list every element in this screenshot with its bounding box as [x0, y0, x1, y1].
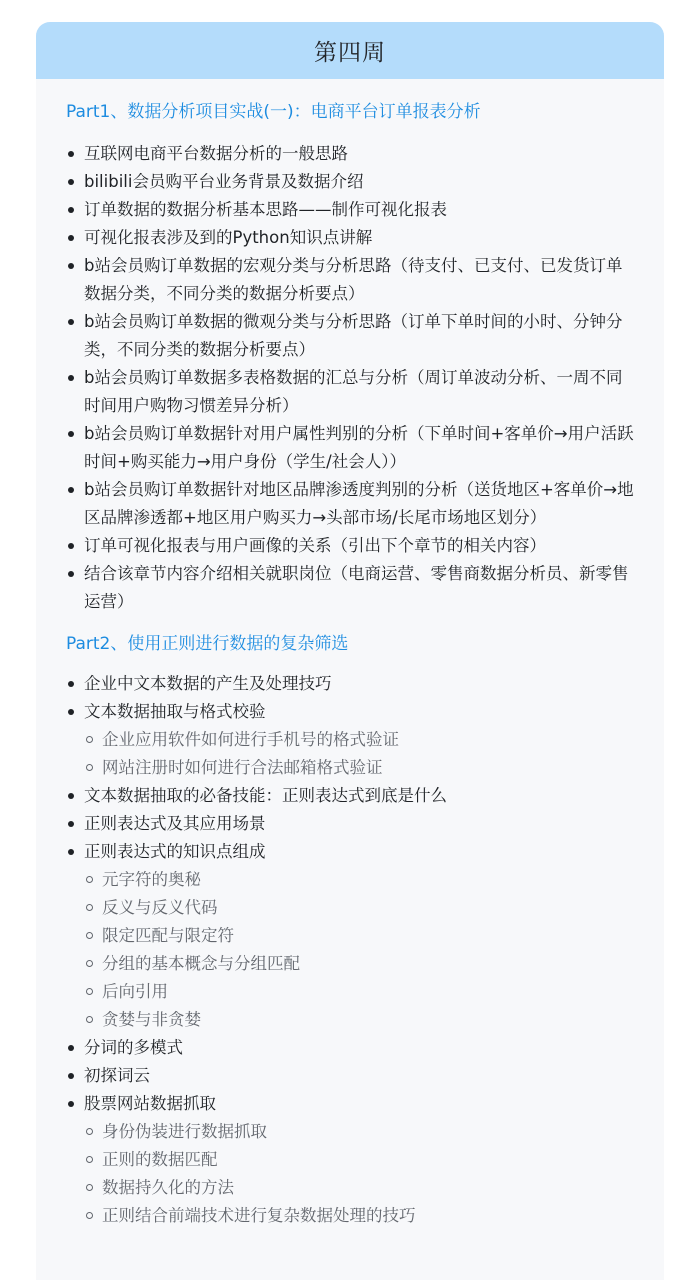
list-item-text: 企业中文本数据的产生及处理技巧	[84, 674, 332, 693]
list-item-text: 初探词云	[84, 1066, 150, 1085]
list-item: b站会员购订单数据针对地区品牌渗透度判别的分析（送货地区+客单价→地区品牌渗透都+地区用户购买力→头部市场/长尾市场地区划分）	[66, 476, 634, 532]
list-item: 互联网电商平台数据分析的一般思路	[66, 140, 634, 168]
list-item-text: 正则表达式的知识点组成	[84, 842, 266, 861]
course-week-card	[36, 22, 664, 1280]
sub-list-item: 网站注册时如何进行合法邮箱格式验证	[66, 754, 634, 782]
list-item	[66, 1034, 634, 1062]
list-item-text: 分词的多模式	[84, 1038, 183, 1057]
sub-list-item: 后向引用	[66, 978, 634, 1006]
list-item-text: 文本数据抽取的必备技能：正则表达式到底是什么	[84, 786, 447, 805]
list-item	[66, 698, 634, 726]
list-item	[66, 810, 634, 838]
list-item	[66, 838, 634, 866]
list-item: 订单数据的数据分析基本思路——制作可视化报表	[66, 196, 634, 224]
card-content	[36, 79, 664, 1230]
list-item-text: 文本数据抽取与格式校验	[84, 702, 266, 721]
list-item-text: 股票网站数据抓取	[84, 1094, 216, 1113]
sub-list-item: 贪婪与非贪婪	[66, 1006, 634, 1034]
list-item: b站会员购订单数据针对用户属性判别的分析（下单时间+客单价→用户活跃时间+购买能力→用户身份（学生/社会人））	[66, 420, 634, 476]
list-item: b站会员购订单数据多表格数据的汇总与分析（周订单波动分析、一周不同时间用户购物习惯差异分析）	[66, 364, 634, 420]
sub-list-item: 正则结合前端技术进行复杂数据处理的技巧	[66, 1202, 634, 1230]
part2-section	[66, 630, 634, 1230]
sub-list	[66, 1118, 634, 1230]
sub-list-item: 反义与反义代码	[66, 894, 634, 922]
part2-title: Part2、使用正则进行数据的复杂筛选	[66, 634, 349, 654]
sub-list-item: 数据持久化的方法	[66, 1174, 634, 1202]
list-item	[66, 1062, 634, 1090]
card-header	[36, 22, 664, 79]
list-item	[66, 782, 634, 810]
sub-list-item: 企业应用软件如何进行手机号的格式验证	[66, 726, 634, 754]
part1-section	[66, 98, 634, 616]
list-item: 结合该章节内容介绍相关就职岗位（电商运营、零售商数据分析员、新零售运营）	[66, 560, 634, 616]
part1-title: Part1、数据分析项目实战(一)：电商平台订单报表分析	[66, 102, 481, 122]
part2-list	[66, 670, 634, 1230]
sub-list-item: 分组的基本概念与分组匹配	[66, 950, 634, 978]
sub-list	[66, 726, 634, 782]
sub-list-item: 元字符的奥秘	[66, 866, 634, 894]
week-title: 第四周	[314, 40, 386, 66]
list-item	[66, 1090, 634, 1118]
sub-list-item: 身份伪装进行数据抓取	[66, 1118, 634, 1146]
list-item	[66, 670, 634, 698]
part1-list	[66, 140, 634, 616]
sub-list-item: 正则的数据匹配	[66, 1146, 634, 1174]
sub-list-item: 限定匹配与限定符	[66, 922, 634, 950]
list-item: 订单可视化报表与用户画像的关系（引出下个章节的相关内容）	[66, 532, 634, 560]
list-item: b站会员购订单数据的宏观分类与分析思路（待支付、已支付、已发货订单数据分类，不同分类的数据分析要点）	[66, 252, 634, 308]
list-item: 可视化报表涉及到的Python知识点讲解	[66, 224, 634, 252]
list-item: bilibili会员购平台业务背景及数据介绍	[66, 168, 634, 196]
sub-list	[66, 866, 634, 1034]
list-item: b站会员购订单数据的微观分类与分析思路（订单下单时间的小时、分钟分类，不同分类的数据分析要点）	[66, 308, 634, 364]
list-item-text: 正则表达式及其应用场景	[84, 814, 266, 833]
